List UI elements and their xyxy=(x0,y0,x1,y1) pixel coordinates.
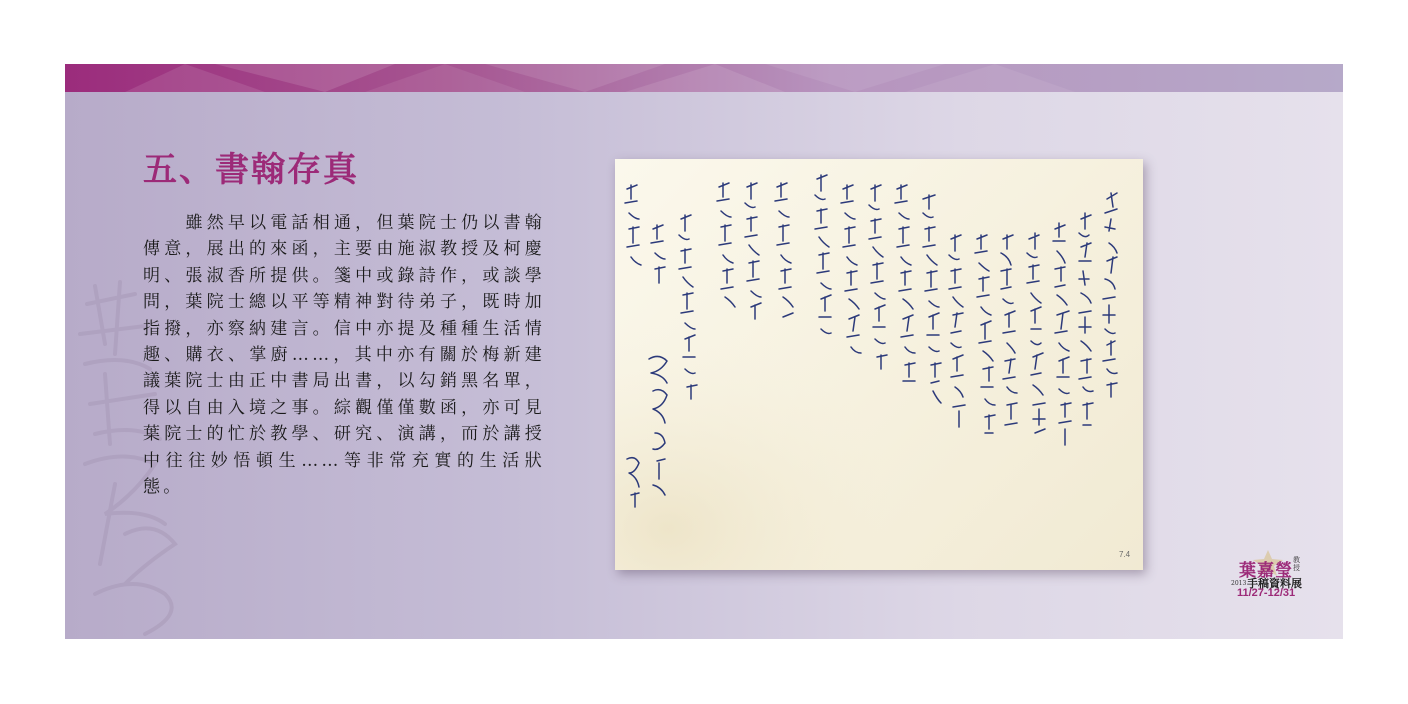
logo-name: 葉嘉瑩 xyxy=(1239,561,1293,581)
exhibit-panel xyxy=(65,64,1343,639)
page-number-mark: 7.4 xyxy=(1119,550,1131,559)
decorative-top-band xyxy=(65,64,1343,92)
band-facets xyxy=(65,64,1343,92)
logo-dates: 11/27-12/31 xyxy=(1237,587,1296,599)
logo-tag: 教授 xyxy=(1293,556,1300,572)
exhibition-logo xyxy=(1231,556,1321,606)
section-description: 雖然早以電話相通，但葉院士仍以書翰傳意，展出的來函，主要由施淑教授及柯慶明、張淑香所提供。箋中或錄詩作，或談學問，葉院士總以平等精神對待弟子，既時加指撥，亦察納建言。信中亦提及種種生活情趣、購衣、掌廚……，其中亦有關於梅新建議葉院士由正中書局出書，以勾銷黑名單，得以自由入境之事。綜觀僅僅數函，亦可見葉院士的忙於教學、研究、演講，而於講授中往往妙悟頓生……等非常充實的生活狀態。 xyxy=(143,213,545,498)
logo-subtitle: 手稿資料展 xyxy=(1247,577,1302,590)
logo-year: 2013 xyxy=(1231,580,1247,587)
handwritten-letter-image xyxy=(615,159,1143,570)
section-title: 五、書翰存真 xyxy=(143,150,359,190)
handwritten-script xyxy=(615,159,1143,570)
